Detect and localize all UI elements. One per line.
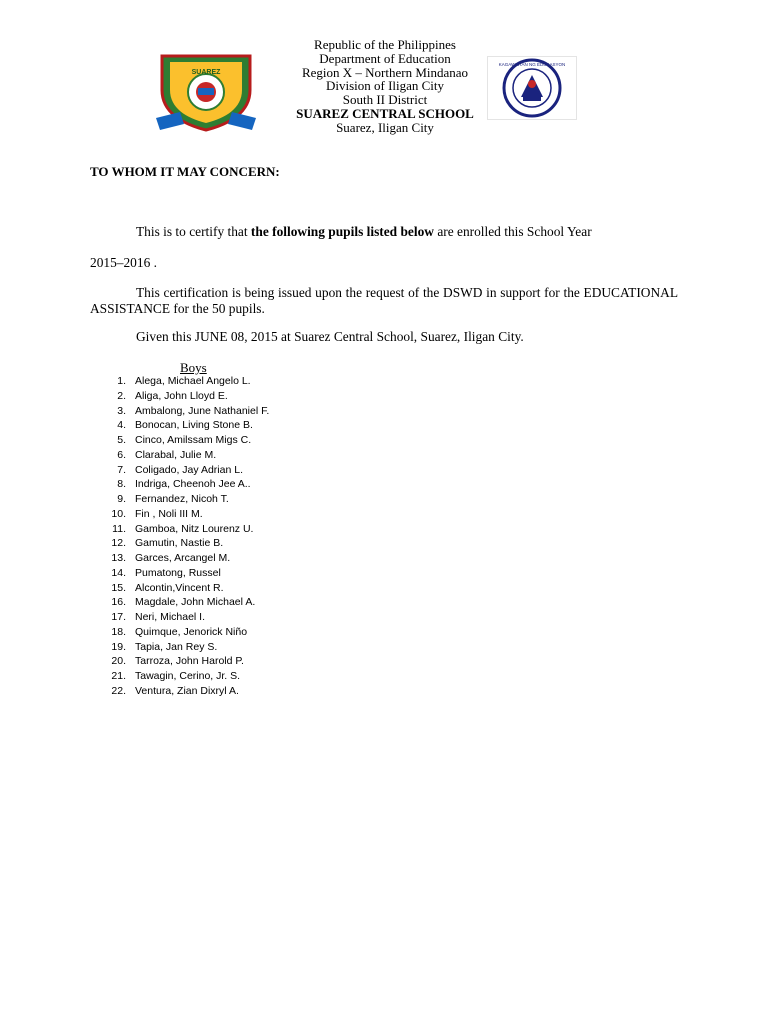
pupil-name: Garces, Arcangel M.: [135, 552, 231, 564]
list-number: 1.: [117, 375, 126, 387]
right-logo-text: KAGAWARAN NG EDUKASYON: [498, 62, 566, 67]
pupil-name: Alega, Michael Angelo L.: [135, 375, 251, 387]
pupil-name: Aliga, John Lloyd E.: [135, 389, 228, 402]
letterhead-line: Republic of the Philippines: [314, 37, 456, 52]
list-item: [104, 463, 269, 478]
list-number: 14.: [111, 566, 126, 579]
list-number: 9.: [117, 493, 126, 505]
list-number: 10.: [111, 507, 126, 520]
list-item: [104, 433, 269, 448]
pupil-name: Quimque, Jenorick Niño: [135, 625, 248, 638]
left-logo-text: SUAREZ: [191, 69, 221, 76]
pupil-name: Cinco, Amilssam Migs C.: [135, 434, 252, 446]
list-item: [104, 374, 269, 389]
school-name: SUAREZ CENTRAL SCHOOL: [296, 105, 474, 121]
list-number: 4.: [117, 419, 126, 432]
school-year-text: 2015–2016 .: [90, 255, 157, 270]
list-item: [104, 581, 269, 596]
list-item: [104, 684, 269, 699]
letterhead-line: Department of Education: [319, 50, 451, 66]
school-logo-icon: [150, 52, 262, 132]
letterhead-line: South II District: [342, 92, 428, 108]
list-number: 11.: [112, 522, 126, 535]
certify-text-end: are enrolled this School Year: [433, 224, 592, 239]
list-number: 8.: [117, 478, 126, 491]
list-number: 7.: [117, 463, 126, 476]
pupil-name: Bonocan, Living Stone B.: [135, 419, 253, 432]
pupil-name: Tarroza, John Harold P.: [135, 655, 244, 668]
list-item: [104, 389, 269, 404]
pupil-name: Magdale, John Michael A.: [135, 596, 256, 609]
list-item: [104, 522, 269, 537]
list-item: [104, 536, 269, 551]
pupil-name: Pumatong, Russel: [135, 566, 221, 579]
list-number: 2.: [117, 389, 126, 402]
pupil-name: Gamboa, Nitz Lourenz U.: [135, 522, 254, 535]
deped-seal-icon: [487, 56, 577, 120]
list-number: 20.: [111, 655, 126, 668]
letterhead: [270, 38, 500, 135]
letterhead-line: Region X – Northern Mindanao: [301, 64, 469, 80]
list-item: [104, 640, 269, 655]
pupil-name: Ventura, Zian Dixryl A.: [135, 684, 239, 697]
letterhead-line: Division of Iligan City: [325, 78, 445, 94]
list-number: 3.: [117, 404, 126, 417]
boys-list: [104, 374, 269, 699]
pupil-name: Alcontin,Vincent R.: [135, 581, 224, 594]
list-item: [104, 595, 269, 610]
list-number: 5.: [117, 434, 126, 446]
pupil-name: Ambalong, June Nathaniel F.: [135, 404, 270, 417]
pupil-name: Fernandez, Nicoh T.: [135, 493, 229, 505]
list-number: 18.: [111, 625, 126, 638]
list-item: [104, 477, 269, 492]
school-address: Suarez, Iligan City: [336, 119, 434, 135]
pupil-name: Tapia, Jan Rey S.: [135, 640, 218, 653]
pupil-name: Coligado, Jay Adrian L.: [135, 463, 243, 476]
list-item: [104, 507, 269, 522]
list-number: 19.: [111, 640, 126, 653]
list-item: [104, 404, 269, 419]
list-number: 21.: [111, 670, 126, 682]
pupil-name: Tawagin, Cerino, Jr. S.: [135, 670, 241, 682]
list-item: [104, 654, 269, 669]
pupil-name: Gamutin, Nastie B.: [135, 537, 224, 550]
pupil-name: Clarabal, Julie M.: [135, 448, 217, 461]
list-number: 17.: [111, 611, 126, 623]
list-number: 22.: [111, 684, 126, 697]
list-number: 13.: [111, 552, 126, 564]
list-item: [104, 551, 269, 566]
list-item: [104, 566, 269, 581]
list-number: 15.: [111, 581, 126, 594]
list-item: [104, 625, 269, 640]
pupil-name: Fin , Noli III M.: [135, 507, 203, 520]
list-item: [104, 669, 269, 684]
purpose-paragraph: This certification is being issued upon the request of the DSWD in support for the EDUCATIONAL ASSISTANCE for the 50 pupils.: [90, 285, 678, 316]
list-item: [104, 492, 269, 507]
salutation: TO WHOM IT MAY CONCERN:: [90, 164, 280, 179]
list-item: [104, 448, 269, 463]
given-paragraph: Given this JUNE 08, 2015 at Suarez Central School, Suarez, Iligan City.: [136, 329, 524, 344]
certify-bold-text: the following pupils listed below: [250, 224, 434, 239]
list-item: [104, 418, 269, 433]
certify-text: This is to certify that: [136, 224, 251, 239]
pupil-name: Indriga, Cheenoh Jee A..: [135, 478, 251, 491]
list-number: 6.: [117, 448, 126, 461]
boys-heading: Boys: [180, 360, 207, 375]
list-number: 12.: [111, 537, 126, 550]
list-number: 16.: [111, 596, 126, 609]
certify-paragraph: [136, 224, 592, 240]
list-item: [104, 610, 269, 625]
pupil-name: Neri, Michael I.: [135, 611, 206, 623]
